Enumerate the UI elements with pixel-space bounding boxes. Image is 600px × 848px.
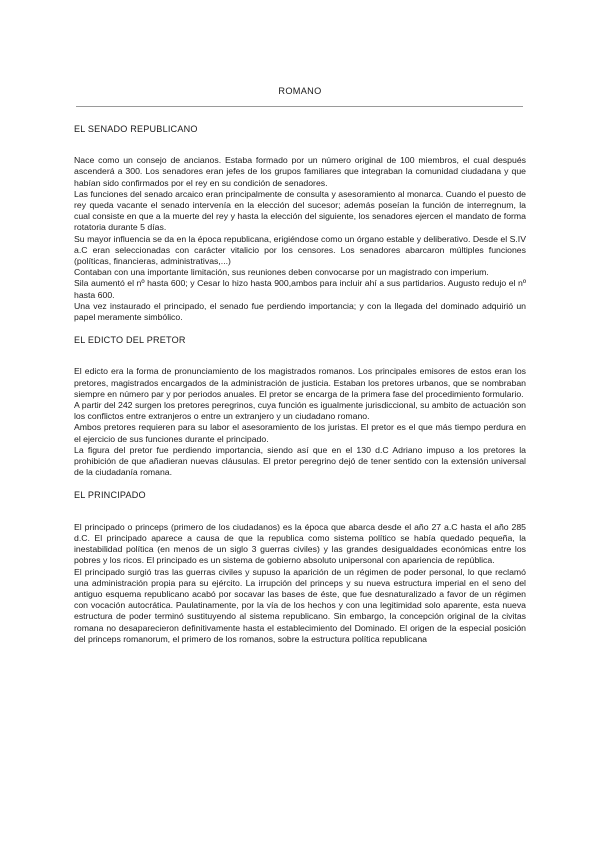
paragraph: Su mayor influencia se da en la época republicana, erigiéndose como un órgano estable y deliberativo. Desde el S.IV a.C eran seleccionadas con carácter vitalicio por los censores. Los senadores abarcaron múltiples funciones (políticas, financieras, administrativas,...): [74, 233, 526, 267]
section-principado: [74, 490, 526, 644]
section-senado: [74, 124, 526, 323]
paragraph: El principado surgió tras las guerras civiles y supuso la aparición de un régimen de poder personal, lo que reclamó una administración propia para su ejército. La irrupción del princeps y su nueva estructura imperial en el seno del antiguo esquema republicano acabó por socavar las bases de éste, que fue desnaturalizado a favor de un régimen con vocación autocrática. Paulatinamente, por la vía de los hechos y con una legitimidad solo aparente, esta nueva estructura de poder terminó sustituyendo al sistema republicano. Sin embargo, la concepción original de la civitas romana no desaparecieron definitivamente hasta el establecimiento del Dominado. El origen de la especial posición del princeps romanorum, el primero de los romanos, sobre la estructura política republicana: [74, 566, 526, 644]
paragraph: Ambos pretores requieren para su labor el asesoramiento de los juristas. El pretor es el que más tiempo perdura en el ejercicio de sus funciones durante el principado.: [74, 422, 526, 444]
paragraph: Sila aumentó el nº hasta 600; y Cesar lo hizo hasta 900,ambos para incluir ahí a sus partidarios. Augusto redujo el nº hasta 600.: [74, 278, 526, 300]
paragraph: A partir del 242 surgen los pretores peregrinos, cuya función es igualmente jurisdiccional, su ambito de actuación son los conflictos entre extranjeros o entre un extranjero y un ciudadano romano.: [74, 400, 526, 422]
section-heading: EL SENADO REPUBLICANO: [74, 124, 198, 134]
page-title: ROMANO: [278, 86, 322, 96]
paragraph: El edicto era la forma de pronunciamiento de los magistrados romanos. Los principales emisores de estos eran los pretores, magistrados encargados de la administración de justicia. Estaban los pretores urbanos, que se nombraban siempre en número par y por periodos anuales. El pretor se encarga de la primera fase del procedimiento formulario.: [74, 366, 526, 399]
paragraph: La figura del pretor fue perdiendo importancia, siendo así que en el 130 d.C Adriano impuso a los pretores la prohibición de que añadieran nuevas cláusulas. El pretor peregrino dejó de tener sentido con la extensión universal de la ciudadanía romana.: [74, 444, 526, 478]
paragraph: Las funciones del senado arcaico eran principalmente de consulta y asesoramiento al monarca. Cuando el puesto de rey queda vacante el senado intervenía en la elección del sucesor; además poseían la función de interregnum, la cual consiste en que a la muerte del rey y hasta la elección del siguiente, los senadores ejercen el mandato de forma rotatoria durante 5 días.: [74, 188, 526, 233]
section-edicto: [74, 335, 526, 478]
document-body: [74, 124, 526, 645]
paragraph: Nace como un consejo de ancianos. Estaba formado por un número original de 100 miembros, el cual después ascenderá a 300. Los senadores eran jefes de los grupos familiares que integraban la comunidad ciudadana y que habían sido confirmados por el rey en su condición de senadores.: [74, 155, 526, 188]
paragraph: Contaban con una importante limitación, sus reuniones deben convocarse por un magistrado con imperium.: [74, 267, 489, 278]
title-divider: [76, 106, 523, 107]
section-heading: EL PRINCIPADO: [74, 490, 146, 501]
paragraph: Una vez instaurado el principado, el senado fue perdiendo importancia; y con la llegada del dominado adquirió un papel meramente simbólico.: [74, 300, 526, 323]
paragraph: El principado o princeps (primero de los ciudadanos) es la época que abarca desde el año 27 a.C hasta el año 285 d.C. El principado aparece a causa de que la republica como sistema político se había quedado pequeña, la inestabilidad política (en menos de un siglo 3 guerras civiles) y las grandes desigualdades económicas entre los pobres y los ricos. El principado es un sistema de gobierno absoluto unipersonal con apariencia de república.: [74, 521, 526, 566]
section-heading: EL EDICTO DEL PRETOR: [74, 335, 186, 346]
